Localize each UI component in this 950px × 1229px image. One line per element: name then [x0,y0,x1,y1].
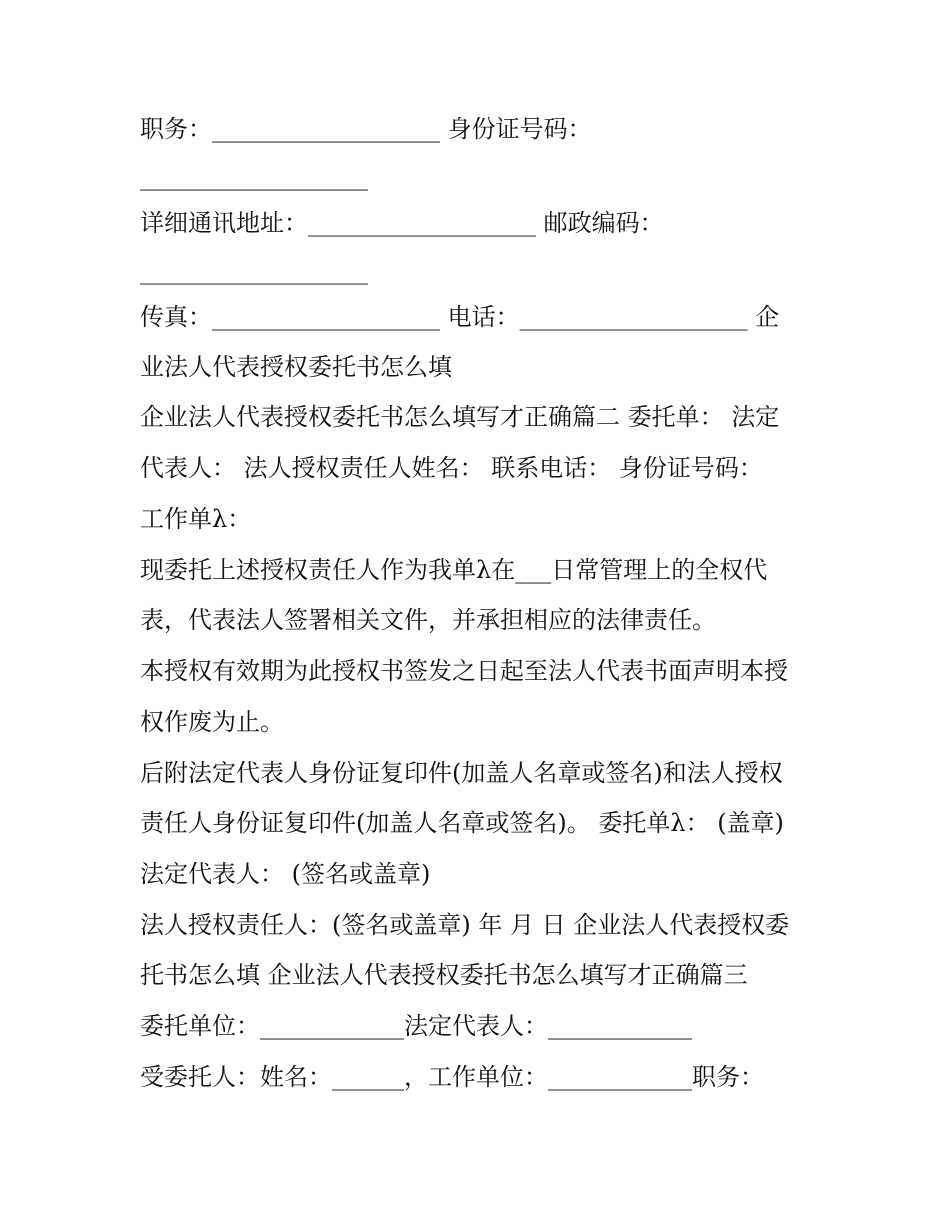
text-line-work-unit: 工作单λ： [140,505,252,533]
text-line-representative-fields: 代表人： 法人授权责任人姓名： 联系电话： 身份证号码： [140,454,763,482]
text-line-fax-phone: 传真：___________________ 电话：___________________ 企 [140,303,780,331]
text-line-heading-fill: 业法人代表授权委托书怎么填 [140,353,452,381]
text-line-validity: 本授权有效期为此授权书签发之日起至法人代表书面声明本授 [140,657,788,685]
text-line-postcode-blank: ___________________ [140,257,368,285]
text-line-position-id: 职务：___________________ 身份证号码： [140,115,592,143]
text-line-authorized-person: 法人授权责任人：(签名或盖章) 年 月 日 企业法人代表授权委 [140,911,790,939]
text-line-section-two: 企业法人代表授权委托书怎么填写才正确篇二 委托单： 法定 [140,403,780,431]
text-line-id-blank: ___________________ [140,163,368,191]
text-line-trustee: 受委托人：姓名：______，工作单位：____________职务： [140,1063,764,1091]
text-line-legal-rep: 法定代表人： (签名或盖章) [140,860,431,888]
text-line-section-three: 托书怎么填 企业法人代表授权委托书怎么填写才正确篇三 [140,961,748,989]
text-line-attachment: 后附法定代表人身份证复印件(加盖人名章或签名)和法人授权 [140,759,783,787]
text-line-void: 权作废为止。 [140,708,284,736]
text-line-entrust: 现委托上述授权责任人作为我单λ在___日常管理上的全权代 [140,556,768,584]
text-line-address-postcode: 详细通讯地址：___________________ 邮政编码： [140,209,664,237]
text-line-entrusting-unit: 委托单位：____________法定代表人：____________ [140,1012,692,1040]
text-line-representation: 表，代表法人签署相关文件，并承担相应的法律责任。 [140,606,716,634]
text-line-attachment-cont: 责任人身份证复印件(加盖人名章或签名)。 委托单λ： (盖章) [140,809,784,837]
